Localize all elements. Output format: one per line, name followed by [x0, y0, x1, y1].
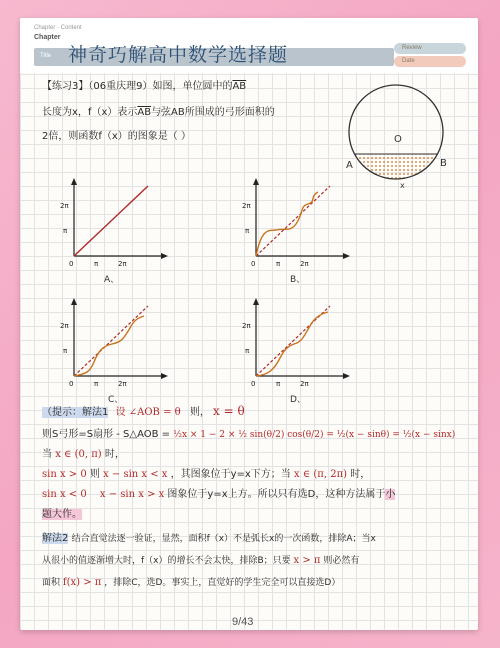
page-title: 神奇巧解高中数学选择题 — [68, 44, 289, 66]
tick-label-pi: π — [63, 227, 68, 235]
tick-label-2pi-x: 2π — [300, 380, 309, 388]
problem-text: 长度为x，f（x）表示 — [42, 107, 138, 118]
graph-label-a: A、 — [104, 275, 120, 285]
y-axis-arrow — [253, 298, 259, 305]
reference-line — [74, 306, 148, 376]
method2-label: 解法2 — [42, 533, 69, 544]
graph-c — [60, 296, 170, 408]
hint-line — [42, 404, 245, 420]
case2-line-cont — [42, 508, 82, 522]
x-axis-arrow — [343, 253, 350, 259]
curve-c — [74, 316, 144, 376]
when-tail: 时， — [104, 449, 125, 460]
tick-label-pi-x: π — [276, 380, 281, 388]
y-axis-arrow — [71, 178, 77, 185]
case1-line — [42, 468, 370, 482]
tick-label-2pi-x: 2π — [300, 260, 309, 268]
problem-text: 与弦AB所围成的弓形面积的 — [151, 107, 275, 118]
tick-label-pi-x: π — [276, 260, 281, 268]
hint-label: （提示：解法1 — [42, 407, 109, 418]
tick-label-2pi: 2π — [242, 202, 251, 210]
unit-circle-figure — [342, 80, 452, 192]
method2-text: 则必然有 — [323, 556, 360, 566]
hint-then: 则， — [189, 407, 210, 418]
arc-ab-label: $\overline{AB}$ — [232, 81, 247, 92]
chapter-label: Chapter — [34, 34, 61, 41]
x-axis-arrow — [161, 373, 168, 379]
curve-b — [256, 192, 318, 256]
date-pill: Date — [394, 56, 466, 67]
tick-label-origin: 0 — [251, 260, 256, 268]
case2-line — [42, 488, 395, 502]
y-axis-arrow — [71, 298, 77, 305]
method2-eq2: f(x) > π — [62, 577, 102, 588]
method2-eq1: x > π — [293, 555, 321, 566]
tick-label-2pi: 2π — [60, 322, 69, 330]
problem-line-3: 2倍，则函数f（x）的图象是（ ） — [42, 131, 191, 142]
graph-d — [242, 296, 352, 408]
label-a: A — [346, 160, 353, 171]
area-line — [42, 428, 455, 442]
problem-text: 【练习3】（06重庆理9）如图，单位圆中的 — [42, 81, 233, 92]
method2-line-2 — [42, 554, 359, 568]
hint-eq: x = θ — [213, 404, 245, 418]
when-eq: x ∈ (0, π) — [55, 449, 102, 460]
case2-eq2: x − sin x > x — [99, 489, 165, 500]
tick-label-pi-x: π — [94, 260, 99, 268]
case1-eq2: x − sin x < x — [103, 469, 168, 480]
case2-eq1: sin x < 0 — [42, 489, 87, 500]
area-formula: ½x × 1 − 2 × ½ sin(θ/2) cos(θ/2) = ½(x − sinθ) = ½(x − sinx) — [173, 430, 456, 440]
case1-eq3: x ∈ (π, 2π) — [294, 469, 348, 480]
page-header — [20, 18, 478, 73]
label-x: x — [400, 181, 405, 190]
tick-label-origin: 0 — [69, 260, 74, 268]
case1-text: ，其图象位于y=x下方；当 — [170, 469, 291, 480]
when-line — [42, 448, 125, 462]
tick-label-2pi: 2π — [60, 202, 69, 210]
graph-label-d: D、 — [290, 395, 306, 405]
page-number: 9/43 — [232, 616, 254, 628]
case2-text: 图象位于y=x上方。所以只有选D，这种方法属于 — [167, 489, 386, 500]
method2-line-3 — [42, 576, 340, 590]
y-axis-arrow — [253, 178, 259, 185]
area-text: 则S弓形=S扇形 - S△AOB = — [42, 429, 171, 440]
label-o: O — [394, 134, 402, 145]
method2-text: ，排除C，选D。事实上，直觉好的学生完全可以直接选D） — [104, 578, 341, 588]
label-b: B — [440, 158, 447, 169]
tick-label-pi: π — [245, 347, 250, 355]
method2-line-1 — [42, 532, 376, 546]
tick-label-origin: 0 — [69, 380, 74, 388]
tick-label-origin: 0 — [251, 380, 256, 388]
tick-label-2pi: 2π — [242, 322, 251, 330]
method2-text: 从很小的值逐渐增大时，f（x）的增长不会太快，排除B；只要 — [42, 556, 291, 566]
graph-a — [60, 176, 170, 288]
graph-label-b: B、 — [290, 275, 306, 285]
curve-d — [256, 312, 328, 376]
title-label: Title — [40, 53, 52, 59]
hint-angle: 设 ∠AOB = θ — [115, 407, 181, 418]
when-text: 当 — [42, 449, 52, 460]
problem-line-1 — [42, 80, 246, 94]
tick-label-2pi-x: 2π — [118, 380, 127, 388]
review-pill: Review — [394, 43, 466, 54]
x-axis-arrow — [161, 253, 168, 259]
case1-tail: 时， — [350, 469, 371, 480]
header-ghost-text: Chapter · Content — [34, 25, 82, 31]
x-axis-arrow — [343, 373, 350, 379]
graph-label-c: C、 — [108, 395, 124, 405]
line-y-equals-x — [74, 186, 148, 256]
arc-ab-label: $\overline{AB}$ — [137, 107, 152, 118]
reference-line — [256, 186, 330, 256]
problem-line-2 — [42, 106, 275, 120]
tick-label-pi-x: π — [94, 380, 99, 388]
tick-label-pi: π — [63, 347, 68, 355]
case2-highlight: 小 — [385, 489, 396, 500]
tick-label-2pi-x: 2π — [118, 260, 127, 268]
graph-b — [242, 176, 352, 288]
method2-text: 结合直觉法逐一验证，显然，面积f（x）不是弧长x的一次函数，排除A；当x — [71, 534, 376, 544]
case2-highlight-cont: 题大作。 — [42, 509, 82, 520]
case1-then: 则 — [89, 469, 100, 480]
notebook-page — [20, 18, 478, 630]
method2-text: 面积 — [42, 578, 61, 588]
tick-label-pi: π — [245, 227, 250, 235]
case1-eq1: sin x > 0 — [42, 469, 87, 480]
